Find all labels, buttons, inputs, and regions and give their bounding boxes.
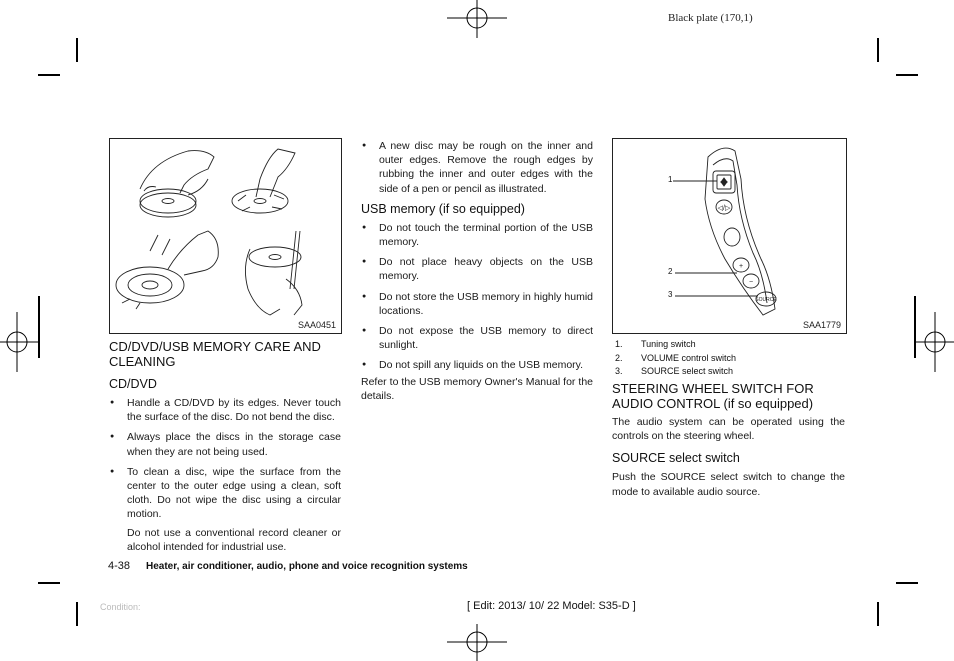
usb-bullets <box>361 221 593 373</box>
registration-mark-bottom <box>445 622 509 661</box>
bullet-item: ● Do not place heavy objects on the USB memory. <box>361 255 593 283</box>
subheading-usb: USB memory (if so equipped) <box>361 201 525 216</box>
column-2 <box>361 139 593 403</box>
bullet-item: ● A new disc may be rough on the inner and outer edges. Remove the rough edges by rubbing the inner and outer edges with the side of a pen or pencil as illustrated. <box>361 139 593 196</box>
bullet-item: ● Always place the discs in the storage case when they are not being used. <box>109 430 341 458</box>
disc-edge-bullet <box>361 139 593 196</box>
cd-dvd-bullets <box>109 396 341 554</box>
edit-info: [ Edit: 2013/ 10/ 22 Model: S35-D ] <box>467 600 636 612</box>
bullet-note: Do not use a conventional record cleaner or alcohol intended for industrial use. <box>127 526 341 553</box>
svg-text:−: − <box>748 279 754 286</box>
subheading-cd-dvd: CD/DVD <box>109 377 157 391</box>
column-3 <box>612 381 845 499</box>
condition-label: Condition: <box>100 602 141 612</box>
steering-paragraph: The audio system can be operated using the controls on the steering wheel. <box>612 416 845 443</box>
page-number: 4-38 <box>108 560 131 572</box>
disc-handling-figure <box>109 138 342 334</box>
svg-text:+: + <box>738 263 744 270</box>
chapter-title: Heater, air conditioner, audio, phone and voice recognition systems <box>146 561 468 572</box>
caption-item: 1. Tuning switch <box>615 339 696 349</box>
svg-text:SOURCE: SOURCE <box>755 297 777 303</box>
bullet-item: ● To clean a disc, wipe the surface from the center to the outer edge using a clean, soft cloth. Do not wipe the disc using a circular motion. Do not use a conventional record cleaner or alcohol intended for industrial use. <box>109 465 341 554</box>
callout-3: 3 <box>668 290 673 299</box>
registration-mark-right <box>914 310 954 374</box>
callout-2: 2 <box>668 267 673 276</box>
steering-switch-illustration <box>613 139 846 333</box>
bullet-item: ● Do not expose the USB memory to direct sunlight. <box>361 324 593 352</box>
steering-heading: STEERING WHEEL SWITCH FOR AUDIO CONTROL (if so equipped) <box>612 381 814 411</box>
figure-code: SAA0451 <box>297 320 336 330</box>
bullet-item: ● Do not spill any liquids on the USB memory. <box>361 358 593 372</box>
caption-item: 3. SOURCE select switch <box>615 366 734 376</box>
caption-item: 2. VOLUME control switch <box>615 352 737 363</box>
column-1 <box>109 339 341 560</box>
registration-mark-left <box>0 310 40 374</box>
plate-label: Black plate (170,1) <box>668 12 753 24</box>
callout-1: 1 <box>668 175 673 184</box>
subheading-source: SOURCE select switch <box>612 451 740 466</box>
bullet-item: ● Handle a CD/DVD by its edges. Never touch the surface of the disc. Do not bend the disc. <box>109 396 341 424</box>
section-heading: CD/DVD/USB MEMORY CARE AND CLEANING <box>109 339 321 369</box>
usb-manual-paragraph: Refer to the USB memory Owner's Manual for the details. <box>361 375 593 402</box>
steering-switch-figure <box>612 138 847 334</box>
disc-handling-illustration <box>110 139 341 333</box>
figure-code: SAA1779 <box>802 320 841 330</box>
svg-text:◁/▷: ◁/▷ <box>717 205 731 212</box>
bullet-item: ● Do not touch the terminal portion of the USB memory. <box>361 221 593 249</box>
source-paragraph: Push the SOURCE select switch to change the mode to available audio source. <box>612 471 845 498</box>
figure-captions <box>615 338 845 379</box>
registration-mark-top <box>445 0 509 40</box>
bullet-item: ● Do not store the USB memory in highly humid locations. <box>361 290 593 318</box>
